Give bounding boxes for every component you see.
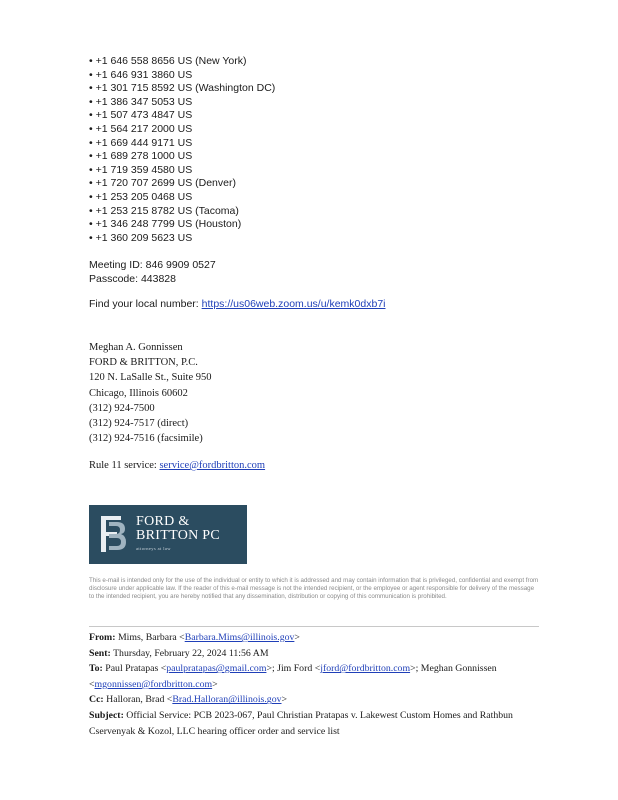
to-end: > xyxy=(212,678,218,690)
subject-row xyxy=(89,708,539,739)
find-local-link[interactable]: https://us06web.zoom.us/u/kemk0dxb7i xyxy=(201,298,386,310)
fb-monogram-icon xyxy=(95,512,129,556)
phone-number: • +1 507 473 4847 US xyxy=(89,109,193,122)
phone-number: • +1 646 931 3860 US xyxy=(89,68,193,81)
from-email-link[interactable]: Barbara.Mims@illinois.gov xyxy=(184,632,295,643)
phone-number: • +1 386 347 5053 US xyxy=(89,95,193,108)
firm-name: FORD & BRITTON, P.C. xyxy=(89,357,198,369)
from-label: From: xyxy=(89,632,116,643)
subject-value: Official Service: PCB 2023-067, Paul Christian Pratapas v. Lakewest Custom Homes and Rathbun Cservenyak & Kozol, LLC hearing officer order and service list xyxy=(89,709,513,737)
to-email-link-3[interactable]: mgonnissen@fordbritton.com xyxy=(94,678,213,690)
signature-block xyxy=(89,340,212,446)
cc-email-link[interactable]: Brad.Halloran@illinois.gov xyxy=(172,694,282,706)
phone-direct: (312) 924-7517 (direct) xyxy=(89,418,189,430)
phone-number: • +1 720 707 2699 US (Denver) xyxy=(89,177,236,190)
phone-number: • +1 360 209 5623 US xyxy=(89,231,193,244)
from-end: > xyxy=(294,632,300,643)
find-local-number xyxy=(89,298,386,310)
firm-logo xyxy=(89,505,247,564)
header-divider xyxy=(89,626,539,627)
to-part-1: Paul Pratapas < xyxy=(105,663,167,675)
subject-label: Subject: xyxy=(89,709,124,721)
phone-number: • +1 689 278 1000 US xyxy=(89,150,193,163)
phone-number: • +1 669 444 9171 US xyxy=(89,136,193,149)
forwarded-email-header xyxy=(89,630,539,739)
logo-wordmark xyxy=(136,515,220,543)
meeting-passcode: Passcode: 443828 xyxy=(89,273,176,285)
rule-11-label: Rule 11 service: xyxy=(89,460,157,471)
meeting-id: Meeting ID: 846 9909 0527 xyxy=(89,259,216,271)
logo-tagline: attorneys at law xyxy=(136,546,171,551)
meeting-info xyxy=(89,258,216,286)
phone-main: (312) 924-7500 xyxy=(89,402,155,414)
to-label: To: xyxy=(89,663,103,675)
phone-number: • +1 564 217 2000 US xyxy=(89,122,193,135)
dial-in-phone-list xyxy=(89,55,275,245)
cc-label: Cc: xyxy=(89,694,104,706)
phone-number: • +1 719 359 4580 US xyxy=(89,163,193,176)
to-part-3: >; Meghan Gonnissen < xyxy=(89,663,497,690)
find-local-label: Find your local number: xyxy=(89,298,199,310)
logo-line-1: FORD & xyxy=(136,514,190,529)
phone-number: • +1 301 715 8592 US (Washington DC) xyxy=(89,82,276,95)
sent-label: Sent: xyxy=(89,647,111,659)
to-email-link-1[interactable]: paulpratapas@gmail.com xyxy=(166,663,267,675)
phone-fax: (312) 924-7516 (facsimile) xyxy=(89,433,203,445)
cc-name: Halloran, Brad < xyxy=(106,694,173,706)
rule-11-email-link[interactable]: service@fordbritton.com xyxy=(159,460,266,471)
to-email-link-2[interactable]: jford@fordbritton.com xyxy=(320,663,411,675)
phone-number: • +1 646 558 8656 US (New York) xyxy=(89,55,247,67)
cc-row xyxy=(89,692,539,708)
logo-line-2: BRITTON PC xyxy=(136,528,221,543)
cc-end: > xyxy=(281,694,288,706)
confidentiality-disclaimer: This e-mail is intended only for the use of the individual or entity to which it is addressed and may contain information that is privileged, confidential and exempt from disclosure under applicable law. If the reader of this e-mail message is not the intended recipient, or the employee or agent responsible for delivery of the message to the intended recipient, you are hereby notified that any dissemination, distribution or copying of this communication is prohibited. xyxy=(89,577,539,600)
sent-row xyxy=(89,646,539,662)
phone-number: • +1 253 215 8782 US (Tacoma) xyxy=(89,204,239,217)
from-row xyxy=(89,630,539,646)
phone-number: • +1 253 205 0468 US xyxy=(89,190,193,203)
signer-name: Meghan A. Gonnissen xyxy=(89,342,183,353)
address-line-2: Chicago, Illinois 60602 xyxy=(89,387,188,399)
address-line-1: 120 N. LaSalle St., Suite 950 xyxy=(89,372,212,384)
phone-number: • +1 346 248 7799 US (Houston) xyxy=(89,218,242,231)
rule-11-service xyxy=(89,460,265,471)
from-name: Mims, Barbara < xyxy=(117,632,185,643)
to-row xyxy=(89,661,539,692)
to-part-2: >; Jim Ford < xyxy=(266,663,321,675)
sent-value: Thursday, February 22, 2024 11:56 AM xyxy=(113,647,269,659)
